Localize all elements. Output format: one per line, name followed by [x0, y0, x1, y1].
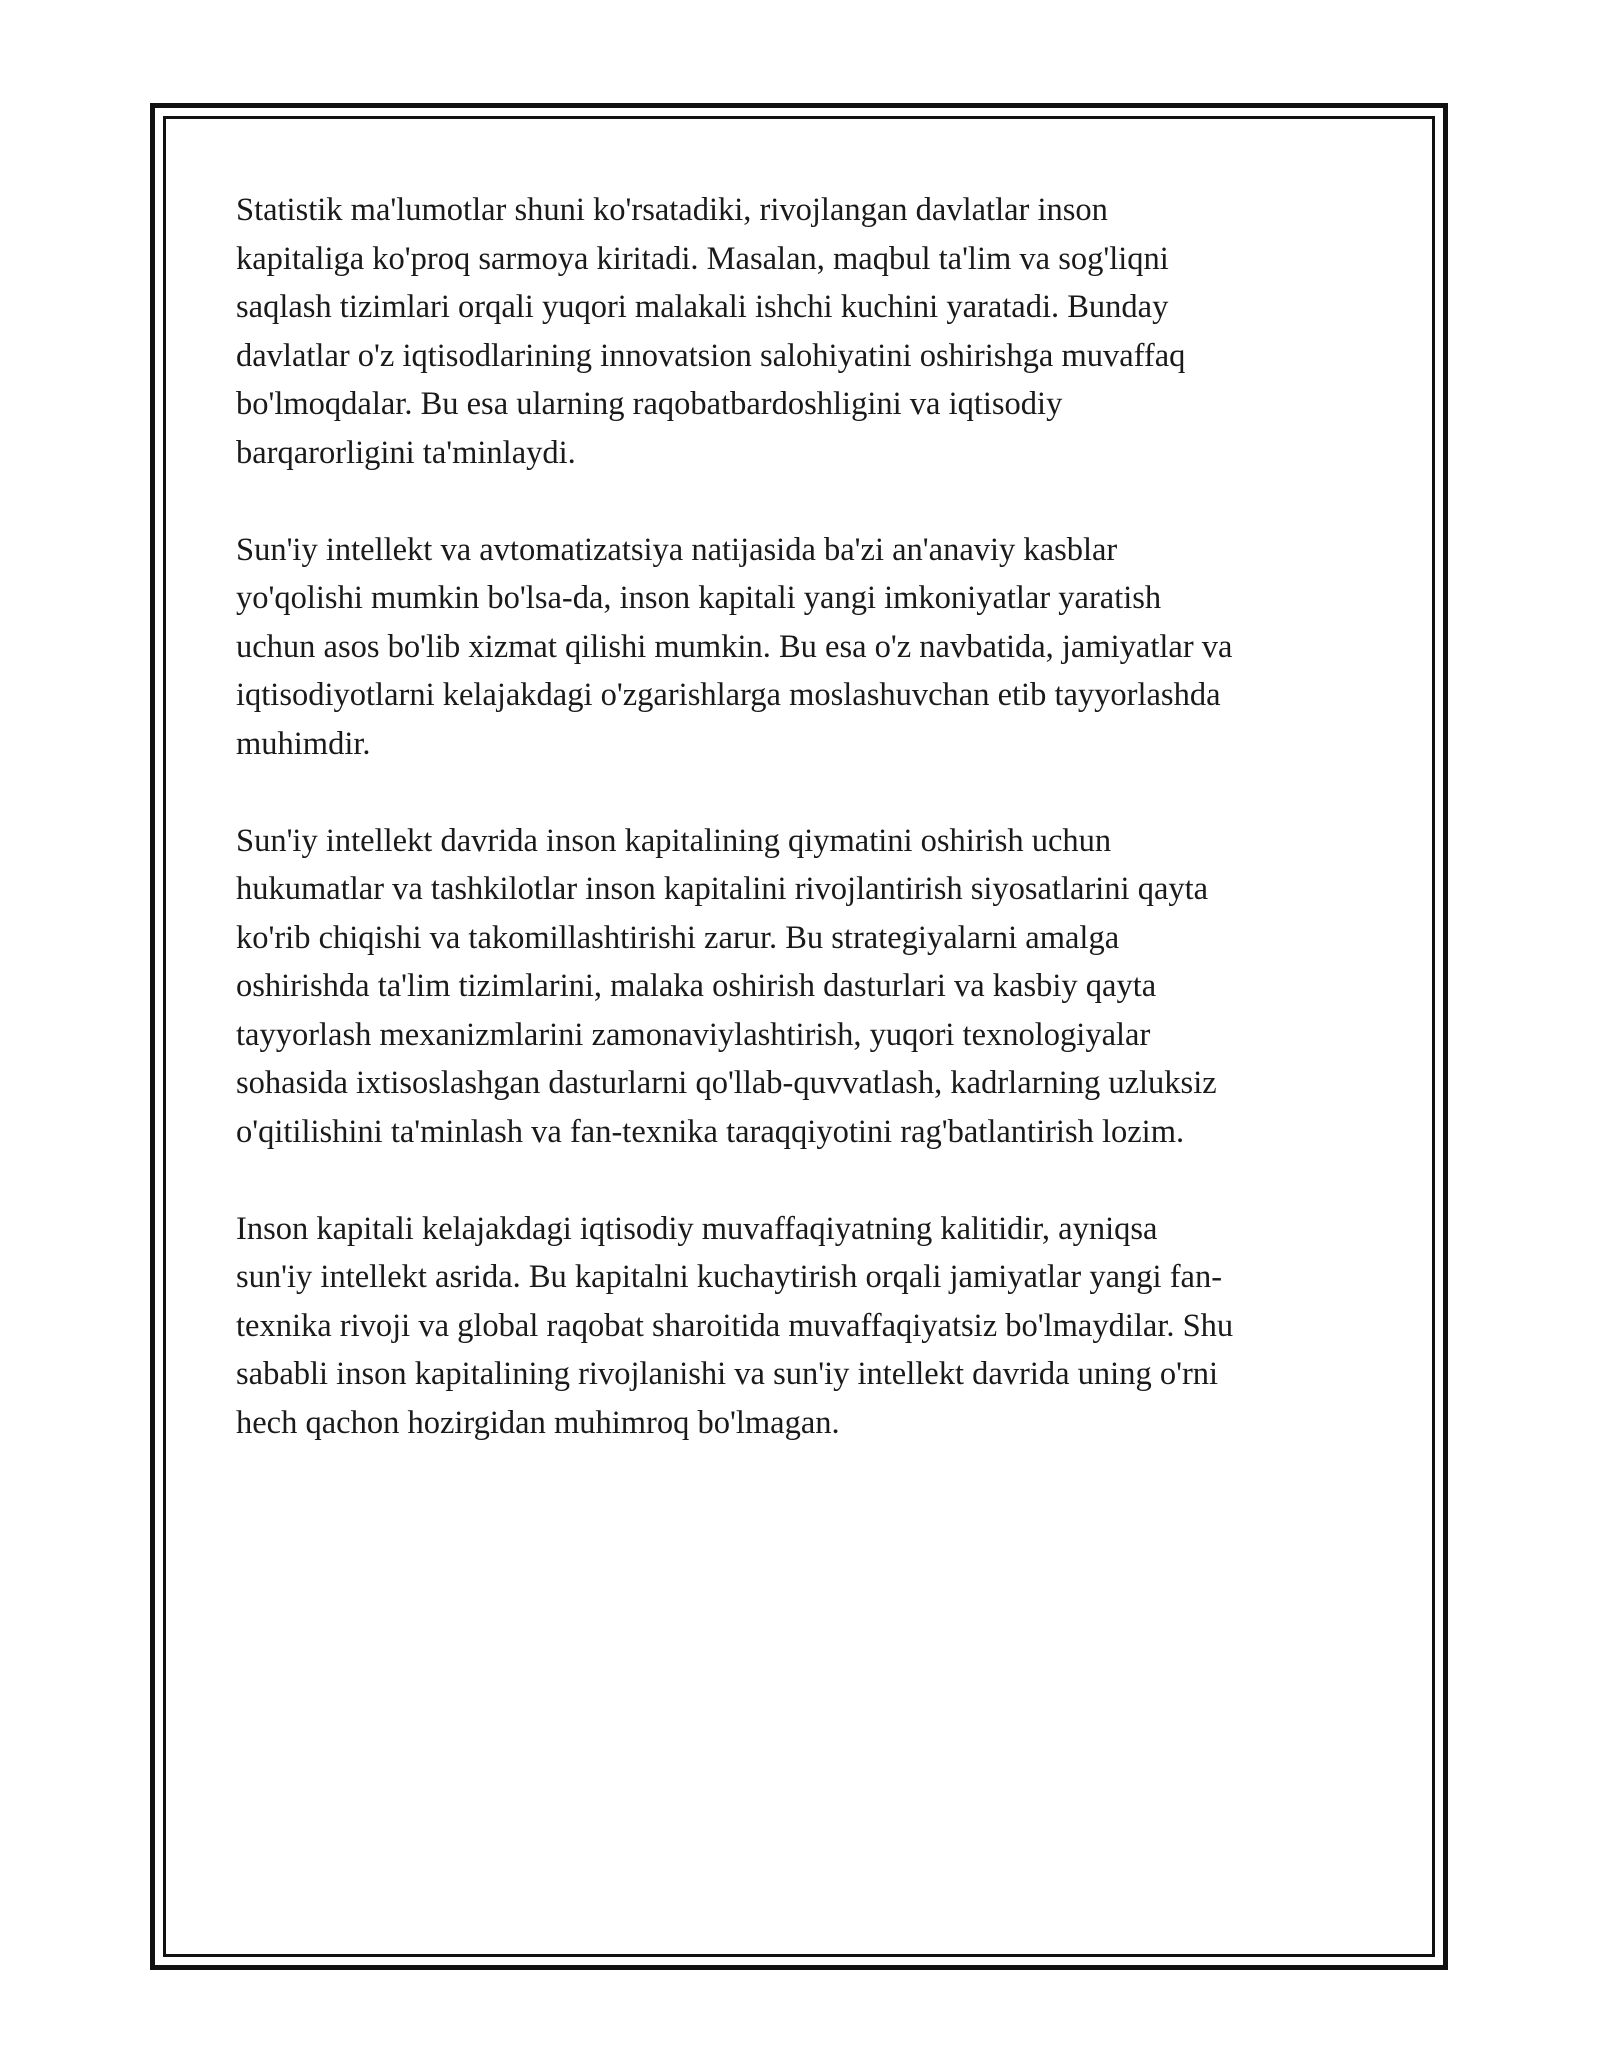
paragraph-3: Sun'iy intellekt davrida inson kapitalining qiymatini oshirish uchun hukumatlar va tashkilotlar inson kapitalini rivojlantirish siyosatlarini qayta ko'rib chiqishi va takomillashtirishi zarur. Bu strategiyalarni amalga oshirishda ta'lim tizimlarini, malaka oshirish dasturlari va kasbiy qayta tayyorlash mexanizmlarini zamonaviylashtirish, yuqori texnologiyalar sohasida ixtisoslashgan dasturlarni qo'llab-quvvatlash, kadrlarning uzluksiz o'qitilishini ta'minlash va fan-texnika taraqqiyotini rag'batlantirish lozim. [236, 822, 1217, 1150]
document-body [236, 186, 1370, 1496]
paragraph-2: Sun'iy intellekt va avtomatizatsiya natijasida ba'zi an'anaviy kasblar yo'qolishi mumkin bo'lsa-da, inson kapitali yangi imkoniyatlar yaratish uchun asos bo'lib xizmat qilishi mumkin. Bu esa o'z navbatida, jamiyatlar va iqtisodiyotlarni kelajakdagi o'zgarishlarga moslashuvchan etib tayyorlashda muhimdir. [236, 531, 1233, 762]
paragraph-4: Inson kapitali kelajakdagi iqtisodiy muvaffaqiyatning kalitidir, ayniqsa sun'iy intellekt asrida. Bu kapitalni kuchaytirish orqali jamiyatlar yangi fan- texnika rivoji va global raqobat sharoitida muvaffaqiyatsiz bo'lmaydilar. Shu sababli inson kapitalining rivojlanishi va sun'iy intellekt davrida uning o'rni hech qachon hozirgidan muhimroq bo'lmagan. [236, 1210, 1234, 1441]
paragraph-1: Statistik ma'lumotlar shuni ko'rsatadiki, rivojlangan davlatlar inson kapitaliga ko'proq sarmoya kiritadi. Masalan, maqbul ta'lim va sog'liqni saqlash tizimlari orqali yuqori malakali ishchi kuchini yaratadi. Bunday davlatlar o'z iqtisodlarining innovatsion salohiyatini oshirishga muvaffaq bo'lmoqdalar. Bu esa ularning raqobatbardoshligini va iqtisodiy barqarorligini ta'minlaydi. [236, 192, 1186, 471]
